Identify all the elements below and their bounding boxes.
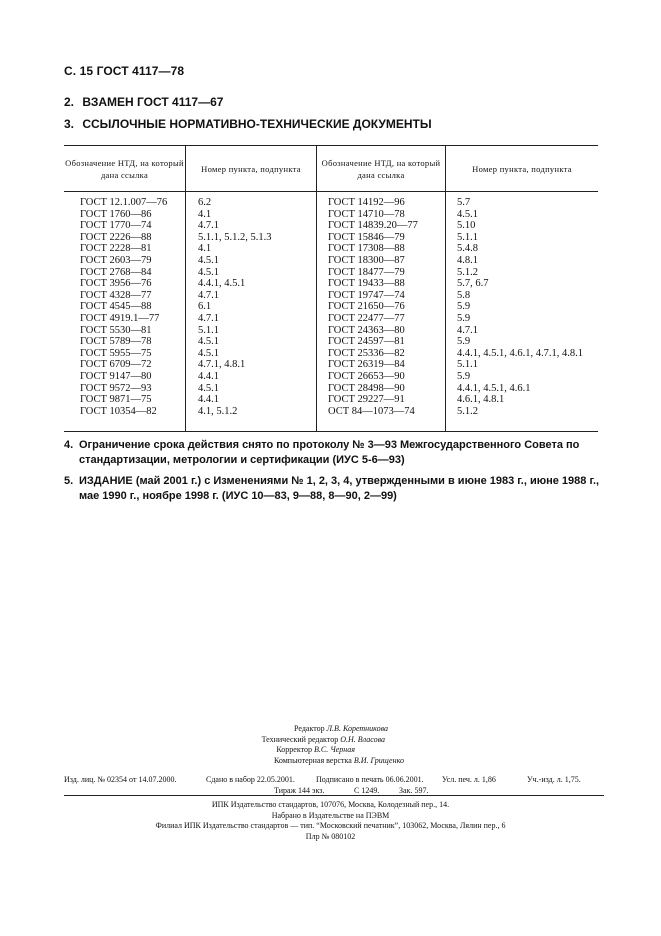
imprint-run: Тираж 144 экз. [274, 786, 325, 795]
section-2-title: ВЗАМЕН ГОСТ 4117—67 [82, 95, 224, 109]
table-cell-doc: ГОСТ 1760—86 [80, 208, 152, 220]
table-cell-clause: 5.1.2 [457, 266, 478, 278]
table-cell-doc: ГОСТ 5955—75 [80, 347, 152, 359]
table-cell-doc: ГОСТ 4545—88 [80, 301, 152, 313]
table-cell-doc: ГОСТ 24597—81 [328, 336, 405, 348]
imprint-order: Зак. 597. [399, 786, 429, 795]
table-cell-doc: ГОСТ 6709—72 [80, 359, 152, 371]
publisher-line-2: Набрано в Издательстве на ПЭВМ [271, 810, 390, 820]
imprint-set: Сдано в набор 22.05.2001. [206, 775, 295, 784]
table-cell-doc: ГОСТ 14839.20—77 [328, 220, 418, 232]
table-cell-clause: 4.4.1, 4.5.1, 4.6.1 [457, 382, 531, 394]
table-cell-clause: 5.10 [457, 220, 476, 232]
table-cell-doc: ГОСТ 2228—81 [80, 243, 152, 255]
table-cell-doc: ГОСТ 28498—90 [328, 382, 405, 394]
table-cell-doc: ГОСТ 5530—81 [80, 324, 152, 336]
credit-tech-editor [262, 735, 385, 746]
credit-layout-name: В.И. Грищенко [353, 755, 404, 765]
table-cell-clause: 4.4.1, 4.5.1 [198, 278, 246, 290]
table-cell-doc: ГОСТ 3956—76 [80, 278, 152, 290]
table-cell-clause: 5.9 [457, 336, 471, 348]
left-doc-column [80, 197, 167, 417]
table-cell-clause: 4.1 [198, 243, 212, 255]
table-cell-clause: 4.1, 5.1.2 [198, 405, 238, 417]
table-header-rule [64, 191, 598, 192]
credit-corrector-label: Корректор [276, 745, 313, 754]
table-cell-doc: ГОСТ 18300—87 [328, 254, 405, 266]
credit-editor-label: Редактор [294, 724, 325, 733]
credit-corrector [276, 745, 355, 756]
table-cell-clause: 4.6.1, 4.8.1 [457, 394, 505, 406]
table-cell-doc: ГОСТ 22477—77 [328, 312, 405, 324]
table-cell-doc: ГОСТ 10354—82 [80, 405, 157, 417]
table-cell-clause: 4.5.1 [457, 208, 478, 220]
imprint-signed: Подписано в печать 06.06.2001. [316, 775, 424, 784]
header-ntd-right: Обозначение НТД, на который дана ссылка [321, 157, 441, 180]
section-4-number: 4. [64, 439, 74, 451]
table-cell-doc: ГОСТ 17308—88 [328, 243, 405, 255]
table-cell-clause: 4.1 [198, 208, 212, 220]
table-cell-doc: ГОСТ 4328—77 [80, 289, 152, 301]
credit-editor [294, 724, 388, 735]
reference-table [64, 145, 598, 432]
table-cell-doc: ГОСТ 2226—88 [80, 231, 152, 243]
table-cell-clause: 5.9 [457, 312, 471, 324]
table-cell-clause: 5.1.1 [457, 231, 478, 243]
section-5-number: 5. [64, 475, 74, 487]
table-cell-doc: ГОСТ 9572—93 [80, 382, 152, 394]
table-cell-clause: 4.4.1 [198, 370, 219, 382]
section-5-paragraph [64, 474, 604, 504]
table-cell-doc: ГОСТ 21650—76 [328, 301, 405, 313]
table-cell-clause: 5.4.8 [457, 243, 478, 255]
table-cell-clause: 4.7.1 [198, 312, 219, 324]
table-cell-clause: 4.7.1 [198, 220, 219, 232]
imprint-pub-sheets: Уч.-изд. л. 1,75. [527, 775, 581, 784]
section-5-text: ИЗДАНИЕ (май 2001 г.) с Изменениями № 1, 2, 3, 4, утвержденными в июне 1983 г., июне 1988 г., мае 1990 г., ноябре 1998 г. (ИУС 10—83, 9—88, 8—90, 2—99) [79, 475, 600, 502]
imprint-print-sheets: Усл. печ. л. 1,86 [442, 775, 496, 784]
table-cell-clause: 4.5.1 [198, 347, 219, 359]
table-cell-clause: 5.8 [457, 289, 471, 301]
section-3-number: 3. [64, 117, 75, 131]
section-3-heading [64, 117, 432, 131]
table-cell-doc: ГОСТ 25336—82 [328, 347, 405, 359]
publisher-line-1: ИПК Издательство стандартов, 107076, Москва, Колодезный пер., 14. [211, 800, 450, 809]
table-cell-clause: 4.5.1 [198, 382, 219, 394]
section-2-heading [64, 95, 223, 109]
publisher-line-3: Филиал ИПК Издательство стандартов — тип. “Московский печатник”, 103062, Москва, Лялин пер., 6 [155, 821, 506, 830]
header-clause-right: Номер пункта, подпункта [472, 163, 572, 174]
credit-tech-editor-name: О.Н. Власова [340, 734, 385, 744]
imprint-code: С 1249. [354, 786, 380, 795]
table-cell-clause: 5.1.1 [198, 324, 219, 336]
right-clause-column [457, 197, 583, 417]
table-cell-doc: ГОСТ 18477—79 [328, 266, 405, 278]
credit-tech-editor-label: Технический редактор [261, 734, 339, 744]
table-cell-doc: ГОСТ 19433—88 [328, 278, 405, 290]
table-cell-clause: 5.7 [457, 197, 471, 208]
table-cell-clause: 5.7, 6.7 [457, 278, 489, 290]
table-cell-doc: ГОСТ 1770—74 [80, 220, 152, 232]
header-ntd-left: Обозначение НТД, на который дана ссылка [65, 157, 184, 180]
table-cell-doc: ГОСТ 2603—79 [80, 254, 152, 266]
table-cell-clause: 5.1.2 [457, 405, 478, 417]
table-cell-doc: ГОСТ 14710—78 [328, 208, 405, 220]
credit-editor-name: Л.В. Коретникова [326, 724, 388, 733]
table-cell-clause: 4.4.1, 4.5.1, 4.6.1, 4.7.1, 4.8.1 [457, 347, 583, 359]
table-cell-clause: 5.1.1, 5.1.2, 5.1.3 [198, 231, 272, 243]
table-cell-doc: ОСТ 84—1073—74 [328, 405, 415, 417]
credit-layout-label: Компьютерная верстка [273, 755, 352, 765]
table-cell-clause: 4.7.1, 4.8.1 [198, 359, 246, 371]
table-cell-clause: 6.1 [198, 301, 212, 313]
section-3-title: ССЫЛОЧНЫЕ НОРМАТИВНО-ТЕХНИЧЕСКИЕ ДОКУМЕНТЫ [82, 117, 432, 131]
section-4-text: Ограничение срока действия снято по протоколу № 3—93 Межгосударственного Совета по стандартизации, метрологии и сертификации (ИУС 5-6—93) [79, 439, 580, 466]
table-cell-doc: ГОСТ 12.1.007—76 [80, 197, 168, 208]
table-cell-clause: 4.5.1 [198, 266, 219, 278]
table-cell-doc: ГОСТ 5789—78 [80, 336, 152, 348]
table-cell-doc: ГОСТ 24363—80 [328, 324, 405, 336]
table-cell-doc: ГОСТ 14192—96 [328, 197, 405, 208]
table-cell-doc: ГОСТ 15846—79 [328, 231, 405, 243]
right-doc-column [328, 197, 418, 417]
table-cell-clause: 4.4.1 [198, 394, 219, 406]
table-cell-doc: ГОСТ 29227—91 [328, 394, 405, 406]
table-cell-clause: 4.8.1 [457, 254, 478, 266]
table-cell-clause: 5.9 [457, 370, 471, 382]
table-cell-clause: 4.5.1 [198, 336, 219, 348]
imprint-divider [64, 795, 604, 796]
table-cell-clause: 4.5.1 [198, 254, 219, 266]
table-cell-doc: ГОСТ 9147—80 [80, 370, 152, 382]
credit-layout [274, 756, 404, 767]
imprint-license: Изд. лиц. № 02354 от 14.07.2000. [64, 775, 177, 784]
publisher-block [0, 800, 661, 842]
table-cell-doc: ГОСТ 2768—84 [80, 266, 152, 278]
table-cell-doc: ГОСТ 4919.1—77 [80, 312, 160, 324]
table-cell-doc: ГОСТ 26319—84 [328, 359, 405, 371]
header-clause-left: Номер пункта, подпункта [201, 163, 301, 174]
table-cell-doc: ГОСТ 19747—74 [328, 289, 405, 301]
credit-corrector-name: В.С. Черная [314, 745, 355, 754]
table-cell-clause: 4.7.1 [457, 324, 478, 336]
section-4-paragraph [64, 438, 604, 468]
table-cell-clause: 4.7.1 [198, 289, 219, 301]
table-cell-doc: ГОСТ 26653—90 [328, 370, 405, 382]
section-2-number: 2. [64, 95, 75, 109]
table-cell-clause: 5.9 [457, 301, 471, 313]
table-cell-clause: 5.1.1 [457, 359, 478, 371]
publisher-line-4: Плр № 080102 [305, 831, 356, 841]
page-header: С. 15 ГОСТ 4117—78 [64, 64, 185, 78]
left-clause-column [198, 197, 272, 417]
table-cell-clause: 6.2 [198, 197, 212, 208]
table-cell-doc: ГОСТ 9871—75 [80, 394, 152, 406]
